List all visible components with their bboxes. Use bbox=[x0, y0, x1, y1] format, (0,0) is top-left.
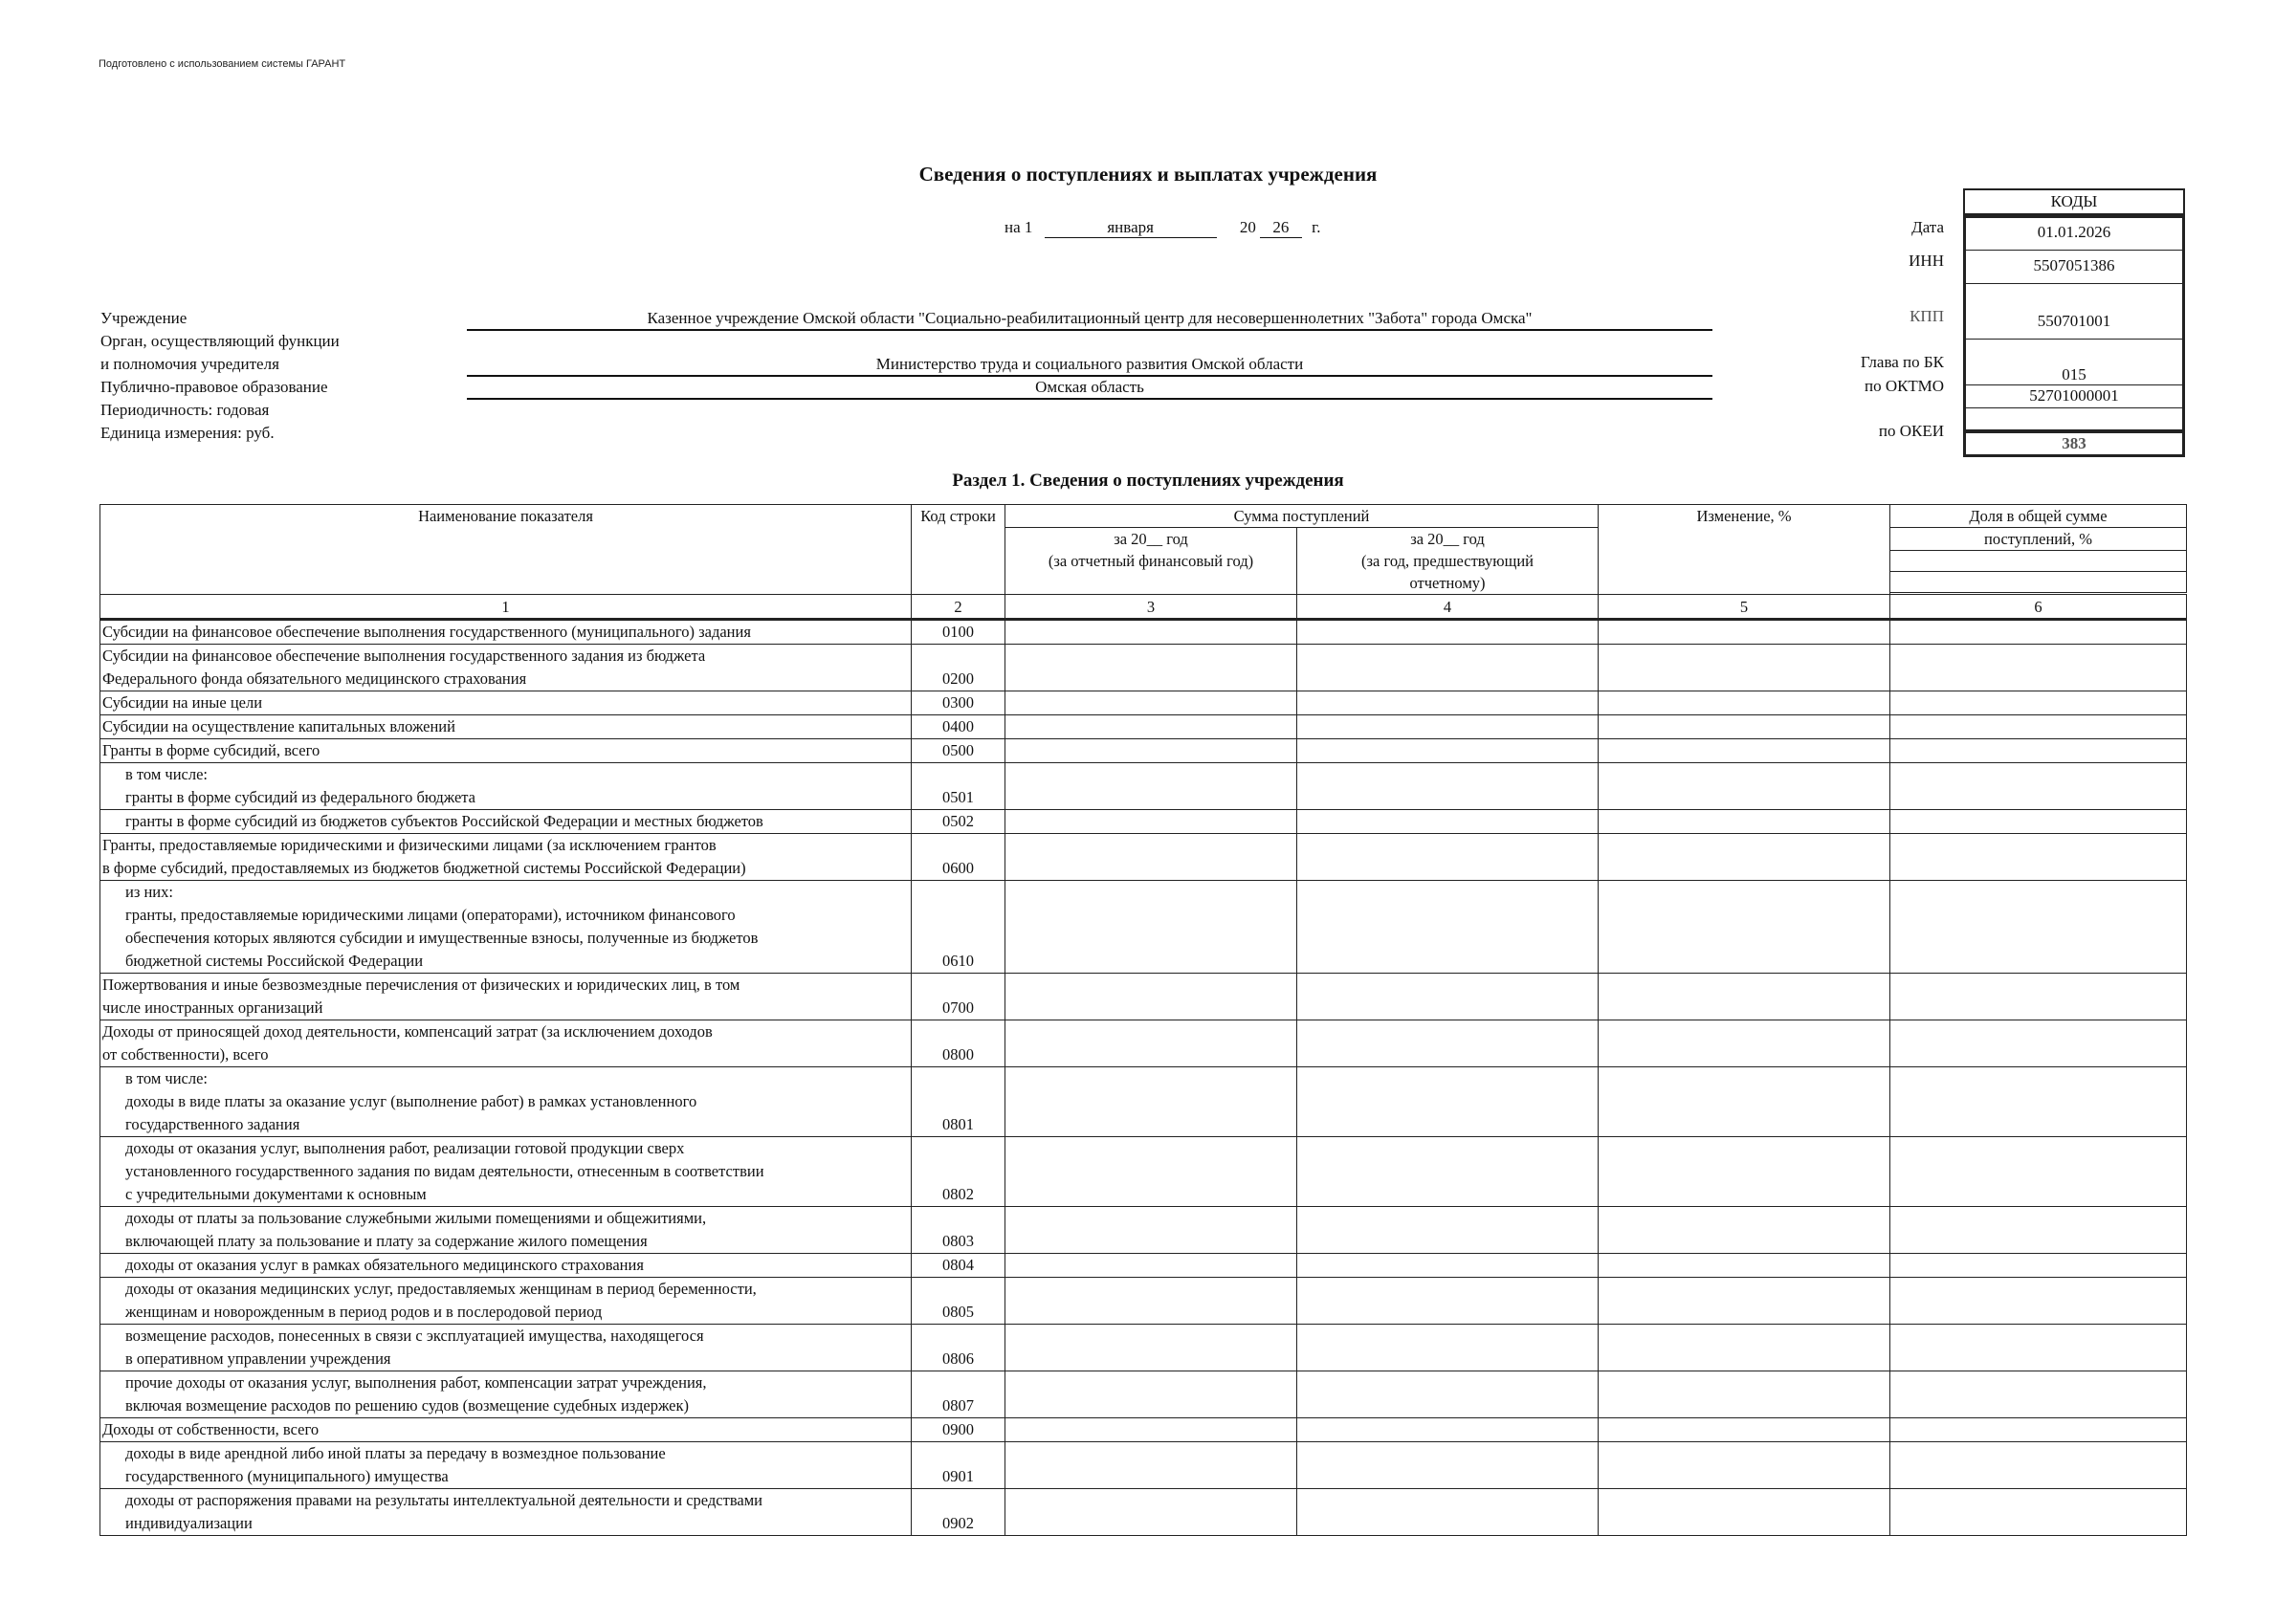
date-prefix: на 1 bbox=[1004, 218, 1033, 236]
date-suffix: г. bbox=[1312, 218, 1321, 236]
value-cell-col4[interactable] bbox=[1297, 1489, 1599, 1536]
date-month: января bbox=[1045, 218, 1217, 238]
value-cell-col5[interactable] bbox=[1599, 1137, 1890, 1207]
value-cell-col3[interactable] bbox=[1005, 620, 1297, 645]
value-cell-col4[interactable] bbox=[1297, 620, 1599, 645]
row-code: 0500 bbox=[912, 739, 1005, 763]
value-cell-col4[interactable] bbox=[1297, 1325, 1599, 1371]
value-cell-col6[interactable] bbox=[1890, 1442, 2187, 1489]
founder-label-1: Орган, осуществляющий функции bbox=[100, 332, 340, 350]
value-cell-col6[interactable] bbox=[1890, 1254, 2187, 1278]
value-cell-col3[interactable] bbox=[1005, 1418, 1297, 1442]
row-name: Гранты в форме субсидий, всего bbox=[100, 739, 912, 763]
row-code: 0900 bbox=[912, 1418, 1005, 1442]
col-number: 3 bbox=[1005, 595, 1297, 620]
value-cell-col5[interactable] bbox=[1599, 1371, 1890, 1418]
date-year-prefix: 20 bbox=[1239, 218, 1256, 236]
value-cell-col4[interactable] bbox=[1297, 739, 1599, 763]
value-cell-col3[interactable] bbox=[1005, 1067, 1297, 1137]
header-share-1: Доля в общей сумме bbox=[1890, 505, 2187, 528]
garant-watermark: Подготовлено с использованием системы ГАРАНТ bbox=[99, 58, 346, 70]
table-row bbox=[100, 1067, 2187, 1137]
value-cell-col5[interactable] bbox=[1599, 834, 1890, 881]
date-code-label: Дата bbox=[1911, 218, 1944, 236]
row-name: доходы от распоряжения правами на результаты интеллектуальной деятельности и средствами индивидуализации bbox=[100, 1489, 912, 1536]
value-cell-col6[interactable] bbox=[1890, 739, 2187, 763]
value-cell-col6[interactable] bbox=[1890, 620, 2187, 645]
row-name: возмещение расходов, понесенных в связи с эксплуатацией имущества, находящегося в оперативном управлении учреждения bbox=[100, 1325, 912, 1371]
row-name: Доходы от собственности, всего bbox=[100, 1418, 912, 1442]
table-row bbox=[100, 974, 2187, 1020]
value-cell-col6[interactable] bbox=[1890, 1207, 2187, 1254]
value-cell-col5[interactable] bbox=[1599, 810, 1890, 834]
header-sum: Сумма поступлений bbox=[1005, 505, 1599, 528]
table-row bbox=[100, 763, 2187, 810]
row-code: 0805 bbox=[912, 1278, 1005, 1325]
row-name: прочие доходы от оказания услуг, выполнения работ, компенсации затрат учреждения, включая возмещение расходов по решению судов (возмещение судебных издержек) bbox=[100, 1371, 912, 1418]
value-cell-col4[interactable] bbox=[1297, 715, 1599, 739]
table-row bbox=[100, 834, 2187, 881]
value-cell-col5[interactable] bbox=[1599, 974, 1890, 1020]
value-cell-col5[interactable] bbox=[1599, 1254, 1890, 1278]
value-cell-col6[interactable] bbox=[1890, 645, 2187, 691]
glava-bk-label: Глава по БК bbox=[1860, 353, 1944, 371]
row-name: Доходы от приносящей доход деятельности, компенсаций затрат (за исключением доходов от собственности), всего bbox=[100, 1020, 912, 1067]
value-cell-col4[interactable] bbox=[1297, 691, 1599, 715]
header-share-2: поступлений, % bbox=[1890, 528, 2187, 551]
value-cell-col4[interactable] bbox=[1297, 1418, 1599, 1442]
row-name: доходы от оказания услуг в рамках обязательного медицинского страхования bbox=[100, 1254, 912, 1278]
row-code: 0300 bbox=[912, 691, 1005, 715]
row-name: доходы в виде арендной либо иной платы за передачу в возмездное пользование государственного (муниципального) имущества bbox=[100, 1442, 912, 1489]
okei-label: по ОКЕИ bbox=[1878, 422, 1944, 440]
public-entity-value: Омская область bbox=[467, 377, 1712, 400]
table-row bbox=[100, 645, 2187, 691]
value-cell-col4[interactable] bbox=[1297, 1207, 1599, 1254]
row-name: гранты в форме субсидий из бюджетов субъектов Российской Федерации и местных бюджетов bbox=[100, 810, 912, 834]
value-cell-col3[interactable] bbox=[1005, 715, 1297, 739]
row-code: 0501 bbox=[912, 763, 1005, 810]
okei-value: 383 bbox=[1966, 430, 2182, 454]
row-code: 0804 bbox=[912, 1254, 1005, 1278]
row-name: Субсидии на иные цели bbox=[100, 691, 912, 715]
table-row bbox=[100, 1442, 2187, 1489]
value-cell-col5[interactable] bbox=[1599, 1020, 1890, 1067]
table-row bbox=[100, 1020, 2187, 1067]
kpp-label: КПП bbox=[1910, 307, 1944, 325]
table-row bbox=[100, 691, 2187, 715]
col-number: 4 bbox=[1297, 595, 1599, 620]
date-year: 26 bbox=[1260, 218, 1302, 238]
value-cell-col3[interactable] bbox=[1005, 645, 1297, 691]
periodicity-label: Периодичность: годовая bbox=[100, 401, 270, 419]
value-cell-col6[interactable] bbox=[1890, 763, 2187, 810]
col-number: 5 bbox=[1599, 595, 1890, 620]
value-cell-col6[interactable] bbox=[1890, 881, 2187, 974]
header-name: Наименование показателя bbox=[100, 505, 912, 595]
header-col4: за 20__ год (за год, предшествующий отчетному) bbox=[1297, 528, 1599, 595]
value-cell-col3[interactable] bbox=[1005, 1489, 1297, 1536]
value-cell-col5[interactable] bbox=[1599, 1067, 1890, 1137]
value-cell-col5[interactable] bbox=[1599, 1278, 1890, 1325]
table-row bbox=[100, 715, 2187, 739]
table-row bbox=[100, 881, 2187, 974]
value-cell-col4[interactable] bbox=[1297, 974, 1599, 1020]
row-name: доходы от оказания услуг, выполнения работ, реализации готовой продукции сверх установленного государственного задания по видам деятельности, отнесенным в соответствии с учредительными документами к основным bbox=[100, 1137, 912, 1207]
codes-box bbox=[1963, 188, 2185, 457]
row-code: 0806 bbox=[912, 1325, 1005, 1371]
value-cell-col4[interactable] bbox=[1297, 881, 1599, 974]
value-cell-col3[interactable] bbox=[1005, 1020, 1297, 1067]
public-entity-label: Публично-правовое образование bbox=[100, 378, 328, 396]
table-row bbox=[100, 1254, 2187, 1278]
value-cell-col3[interactable] bbox=[1005, 763, 1297, 810]
col-number: 6 bbox=[1890, 595, 2187, 620]
row-name: Пожертвования и иные безвозмездные перечисления от физических и юридических лиц, в том числе иностранных организаций bbox=[100, 974, 912, 1020]
inn-value: 5507051386 bbox=[1966, 251, 2182, 284]
col-number: 2 bbox=[912, 595, 1005, 620]
value-cell-col6[interactable] bbox=[1890, 715, 2187, 739]
value-cell-col5[interactable] bbox=[1599, 691, 1890, 715]
value-cell-col6[interactable] bbox=[1890, 1020, 2187, 1067]
value-cell-col6[interactable] bbox=[1890, 691, 2187, 715]
row-code: 0700 bbox=[912, 974, 1005, 1020]
column-numbers-row bbox=[100, 595, 2187, 620]
value-cell-col3[interactable] bbox=[1005, 1371, 1297, 1418]
value-cell-col4[interactable] bbox=[1297, 1442, 1599, 1489]
table-row bbox=[100, 1489, 2187, 1536]
table-row bbox=[100, 1278, 2187, 1325]
value-cell-col4[interactable] bbox=[1297, 1067, 1599, 1137]
header-col3: за 20__ год (за отчетный финансовый год) bbox=[1005, 528, 1297, 595]
value-cell-col4[interactable] bbox=[1297, 1254, 1599, 1278]
value-cell-col3[interactable] bbox=[1005, 1207, 1297, 1254]
inn-label: ИНН bbox=[1909, 252, 1944, 270]
value-cell-col4[interactable] bbox=[1297, 1371, 1599, 1418]
header-share-blank bbox=[1890, 551, 2187, 572]
value-cell-col3[interactable] bbox=[1005, 881, 1297, 974]
row-name: доходы от платы за пользование служебными жилыми помещениями и общежитиями, включающей плату за пользование и плату за содержание жилого помещения bbox=[100, 1207, 912, 1254]
value-cell-col6[interactable] bbox=[1890, 1371, 2187, 1418]
value-cell-col6[interactable] bbox=[1890, 1067, 2187, 1137]
row-code: 0502 bbox=[912, 810, 1005, 834]
value-cell-col5[interactable] bbox=[1599, 1418, 1890, 1442]
value-cell-col5[interactable] bbox=[1599, 1207, 1890, 1254]
row-name: доходы от оказания медицинских услуг, предоставляемых женщинам в период беременности, женщинам и новорожденным в период родов и в послеродовой период bbox=[100, 1278, 912, 1325]
institution-value: Казенное учреждение Омской области "Социально-реабилитационный центр для несовершеннолетних "Забота" города Омска" bbox=[467, 308, 1712, 331]
value-cell-col3[interactable] bbox=[1005, 1254, 1297, 1278]
row-code: 0807 bbox=[912, 1371, 1005, 1418]
table-row bbox=[100, 739, 2187, 763]
value-cell-col5[interactable] bbox=[1599, 715, 1890, 739]
row-code: 0802 bbox=[912, 1137, 1005, 1207]
value-cell-col4[interactable] bbox=[1297, 1020, 1599, 1067]
codes-header: КОДЫ bbox=[1963, 188, 2185, 215]
value-cell-col6[interactable] bbox=[1890, 1489, 2187, 1536]
row-code: 0600 bbox=[912, 834, 1005, 881]
value-cell-col3[interactable] bbox=[1005, 1137, 1297, 1207]
row-code: 0801 bbox=[912, 1067, 1005, 1137]
value-cell-col6[interactable] bbox=[1890, 1325, 2187, 1371]
report-date-line bbox=[1004, 218, 1320, 238]
value-cell-col3[interactable] bbox=[1005, 739, 1297, 763]
unit-label: Единица измерения: руб. bbox=[100, 424, 275, 442]
table-row bbox=[100, 1371, 2187, 1418]
row-name: Субсидии на осуществление капитальных вложений bbox=[100, 715, 912, 739]
value-cell-col5[interactable] bbox=[1599, 1325, 1890, 1371]
value-cell-col4[interactable] bbox=[1297, 763, 1599, 810]
founder-label-2: и полномочия учредителя bbox=[100, 355, 279, 373]
value-cell-col3[interactable] bbox=[1005, 834, 1297, 881]
institution-label: Учреждение bbox=[100, 309, 188, 327]
value-cell-col4[interactable] bbox=[1297, 1278, 1599, 1325]
oktmo-value: 52701000001 bbox=[1966, 385, 2182, 408]
header-code: Код строки bbox=[912, 505, 1005, 595]
row-code: 0100 bbox=[912, 620, 1005, 645]
value-cell-col3[interactable] bbox=[1005, 1325, 1297, 1371]
table-row bbox=[100, 620, 2187, 645]
table-row bbox=[100, 810, 2187, 834]
row-name: из них: гранты, предоставляемые юридическими лицами (операторами), источником финансового обеспечения которых являются субсидии и имущественные взносы, полученные из бюджетов бюджетной системы Российской Федерации bbox=[100, 881, 912, 974]
value-cell-col5[interactable] bbox=[1599, 645, 1890, 691]
value-cell-col5[interactable] bbox=[1599, 1442, 1890, 1489]
receipts-table bbox=[99, 504, 2187, 1536]
row-code: 0400 bbox=[912, 715, 1005, 739]
value-cell-col6[interactable] bbox=[1890, 974, 2187, 1020]
date-code-value: 01.01.2026 bbox=[1966, 218, 2182, 251]
founder-value: Министерство труда и социального развития Омской области bbox=[467, 354, 1712, 377]
value-cell-col3[interactable] bbox=[1005, 974, 1297, 1020]
table-row bbox=[100, 1418, 2187, 1442]
table-row bbox=[100, 1207, 2187, 1254]
value-cell-col3[interactable] bbox=[1005, 691, 1297, 715]
row-name: Гранты, предоставляемые юридическими и физическими лицами (за исключением грантов в форме субсидий, предоставляемых из бюджетов бюджетной системы Российской Федерации) bbox=[100, 834, 912, 881]
value-cell-col5[interactable] bbox=[1599, 881, 1890, 974]
glava-bk-value: 015 bbox=[1966, 340, 2182, 385]
row-code: 0200 bbox=[912, 645, 1005, 691]
section-title: Раздел 1. Сведения о поступлениях учреждения bbox=[952, 471, 1344, 491]
value-cell-col6[interactable] bbox=[1890, 810, 2187, 834]
value-cell-col6[interactable] bbox=[1890, 834, 2187, 881]
header-change: Изменение, % bbox=[1599, 505, 1890, 595]
value-cell-col5[interactable] bbox=[1599, 739, 1890, 763]
value-cell-col4[interactable] bbox=[1297, 1137, 1599, 1207]
page-title: Сведения о поступлениях и выплатах учреждения bbox=[918, 163, 1378, 186]
value-cell-col5[interactable] bbox=[1599, 1489, 1890, 1536]
row-code: 0800 bbox=[912, 1020, 1005, 1067]
codes-blank-cell bbox=[1966, 408, 2182, 430]
col-number: 1 bbox=[100, 595, 912, 620]
row-name: в том числе: гранты в форме субсидий из федерального бюджета bbox=[100, 763, 912, 810]
value-cell-col3[interactable] bbox=[1005, 1278, 1297, 1325]
row-name: Субсидии на финансовое обеспечение выполнения государственного (муниципального) задания bbox=[100, 620, 912, 645]
row-name: Субсидии на финансовое обеспечение выполнения государственного задания из бюджета Федерального фонда обязательного медицинского страхования bbox=[100, 645, 912, 691]
value-cell-col6[interactable] bbox=[1890, 1137, 2187, 1207]
row-code: 0901 bbox=[912, 1442, 1005, 1489]
value-cell-col5[interactable] bbox=[1599, 620, 1890, 645]
value-cell-col4[interactable] bbox=[1297, 834, 1599, 881]
row-code: 0803 bbox=[912, 1207, 1005, 1254]
value-cell-col3[interactable] bbox=[1005, 810, 1297, 834]
row-name: в том числе: доходы в виде платы за оказание услуг (выполнение работ) в рамках установленного государственного задания bbox=[100, 1067, 912, 1137]
row-code: 0610 bbox=[912, 881, 1005, 974]
value-cell-col5[interactable] bbox=[1599, 763, 1890, 810]
value-cell-col6[interactable] bbox=[1890, 1418, 2187, 1442]
oktmo-label: по ОКТМО bbox=[1864, 377, 1944, 395]
table-row bbox=[100, 1137, 2187, 1207]
value-cell-col4[interactable] bbox=[1297, 810, 1599, 834]
kpp-value: 550701001 bbox=[1966, 284, 2182, 340]
value-cell-col6[interactable] bbox=[1890, 1278, 2187, 1325]
row-code: 0902 bbox=[912, 1489, 1005, 1536]
header-share-blank bbox=[1890, 572, 2187, 593]
value-cell-col4[interactable] bbox=[1297, 645, 1599, 691]
table-row bbox=[100, 1325, 2187, 1371]
value-cell-col3[interactable] bbox=[1005, 1442, 1297, 1489]
